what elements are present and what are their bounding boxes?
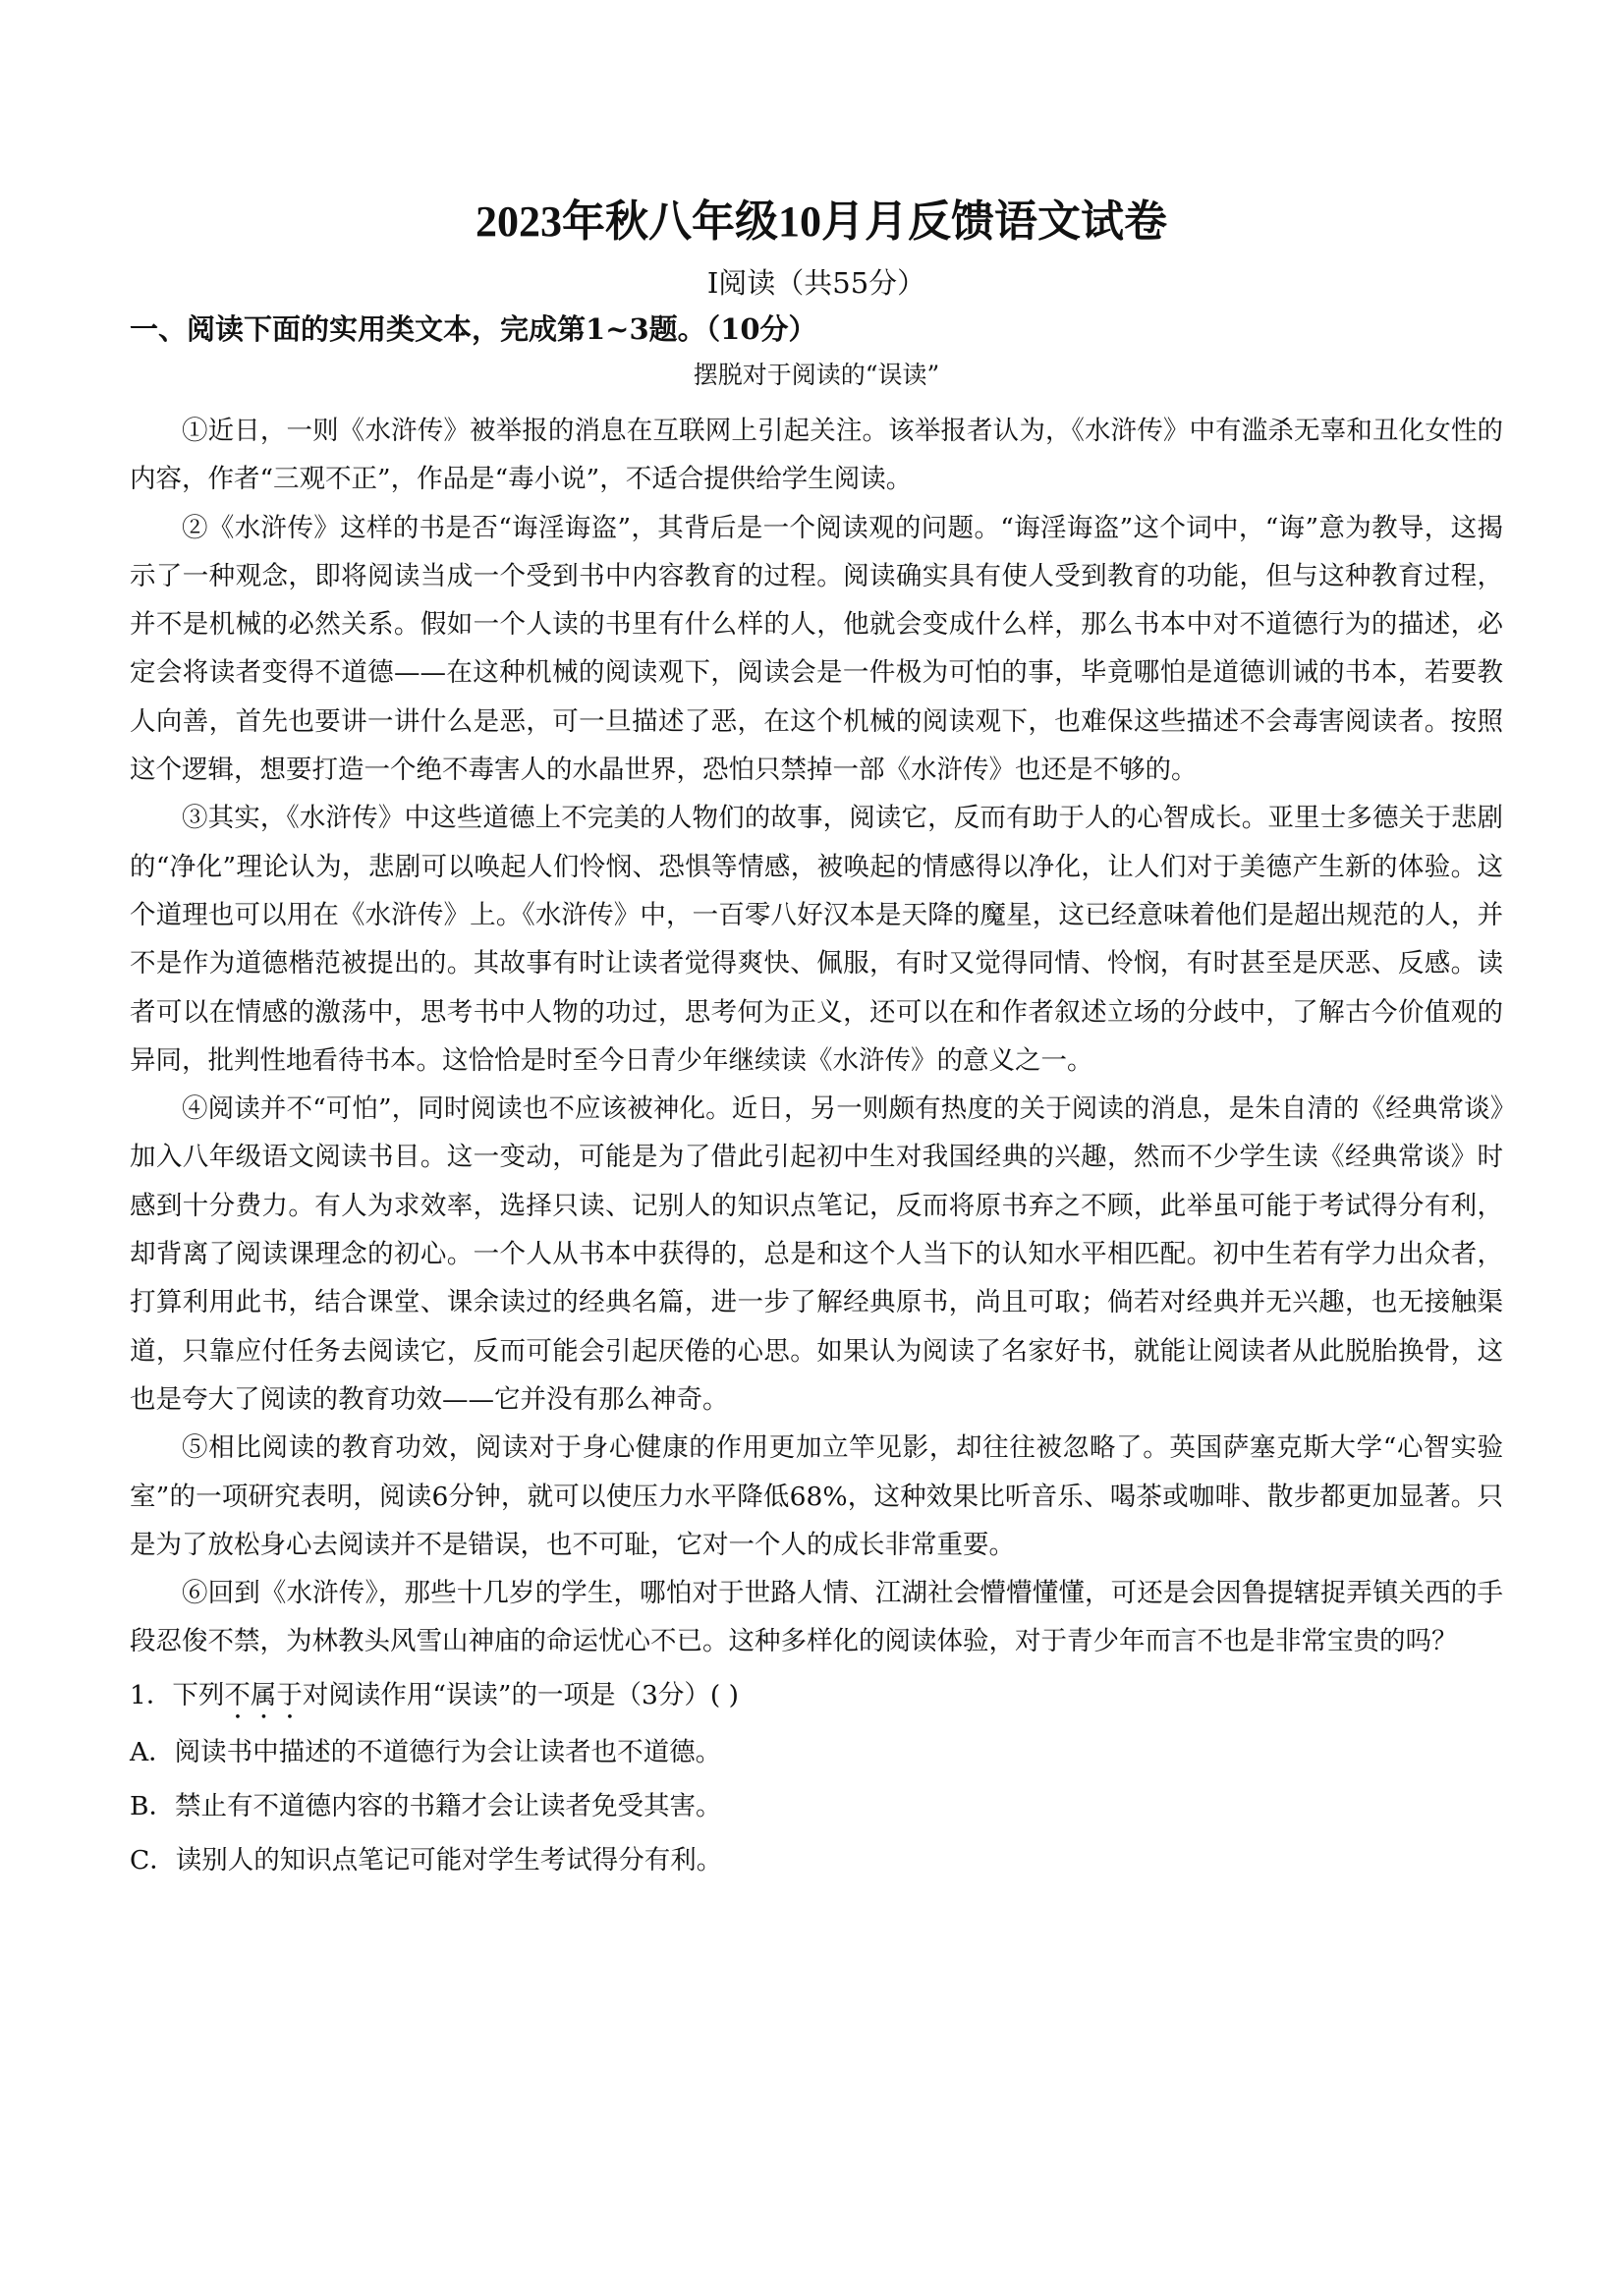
paragraph-1: ①近日，一则《水浒传》被举报的消息在互联网上引起关注。该举报者认为，《水浒传》中有滥杀无辜和丑化女性的内容，作者“三观不正”，作品是“毒小说”，不适合提供给学生阅读。: [130, 416, 1503, 495]
paragraph-5: ⑤相比阅读的教育功效，阅读对于身心健康的作用更加立竿见影，却往往被忽略了。英国萨塞克斯大学“心智实验室”的一项研究表明，阅读6分钟，就可以使压力水平降低68%，这种效果比听音乐、喝茶或咖啡、散步都更加显著。只是为了放松身心去阅读并不是错误，也不可耻，它对一个人的成长非常重要。: [130, 1432, 1503, 1560]
paragraph-4: ④阅读并不“可怕”，同时阅读也不应该被神化。近日，另一则颇有热度的关于阅读的消息，是朱自清的《经典常谈》加入八年级语文阅读书目。这一变动，可能是为了借此引起初中生对我国经典的兴趣，然而不少学生读《经典常谈》时感到十分费力。有人为求效率，选择只读、记别人的知识点笔记，反而将原书弃之不顾，此举虽可能于考试得分有利，却背离了阅读课理念的初心。一个人从书本中获得的，总是和这个人当下的认知水平相匹配。初中生若有学力出众者，打算利用此书，结合课堂、课余读过的经典名篇，进一步了解经典原书，尚且可取；倘若对经典并无兴趣，也无接触渠道，只靠应付任务去阅读它，反而可能会引起厌倦的心思。如果认为阅读了名家好书，就能让阅读者从此脱胎换骨，这也是夸大了阅读的教育功效——它并没有那么神奇。: [130, 1093, 1503, 1415]
paragraph-3: ③其实，《水浒传》中这些道德上不完美的人物们的故事，阅读它，反而有助于人的心智成长。亚里士多德关于悲剧的“净化”理论认为，悲剧可以唤起人们怜悯、恐惧等情感，被唤起的情感得以净化，让人们对于美德产生新的体验。这个道理也可以用在《水浒传》上。《水浒传》中，一百零八好汉本是天降的魔星，这已经意味着他们是超出规范的人，并不是作为道德楷范被提出的。其故事有时让读者觉得爽快、佩服，有时又觉得同情、怜悯，有时甚至是厌恶、反感。读者可以在情感的激荡中，思考书中人物的功过，思考何为正义，还可以在和作者叙述立场的分歧中，了解古今价值观的异同，批判性地看待书本。这恰恰是时至今日青少年继续读《水浒传》的意义之一。: [130, 803, 1503, 1076]
question-1-suffix: 对阅读作用“误读”的一项是（3分）( ): [302, 1679, 739, 1710]
paragraph-6: ⑥回到《水浒传》，那些十几岁的学生，哪怕对于世路人情、江湖社会懵懵懂懂，可还是会因鲁提辖捉弄镇关西的手段忍俊不禁，为林教头风雪山神庙的命运忧心不已。这种多样化的阅读体验，对于青少年而言不也是非常宝贵的吗？: [130, 1578, 1503, 1657]
exam-title: 2023年秋八年级10月月反馈语文试卷: [476, 197, 1167, 246]
question-1-emphasis: 不属于: [224, 1679, 303, 1710]
article-title: 摆脱对于阅读的“误读”: [693, 361, 940, 389]
option-c: C．读别人的知识点笔记可能对学生考试得分有利。: [130, 1844, 723, 1876]
paragraph-2: ②《水浒传》这样的书是否“诲淫诲盗”，其背后是一个阅读观的问题。“诲淫诲盗”这个词中，“诲”意为教导，这揭示了一种观念，即将阅读当成一个受到书中内容教育的过程。阅读确实具有使人受到教育的功能，但与这种教育过程，并不是机械的必然关系。假如一个人读的书里有什么样的人，他就会变成什么样，那么书本中对不道德行为的描述，必定会将读者变得不道德——在这种机械的阅读观下，阅读会是一件极为可怕的事，毕竟哪怕是道德训诫的书本，若要教人向善，首先也要讲一讲什么是恶，可一旦描述了恶，在这个机械的阅读观下，也难保这些描述不会毒害阅读者。按照这个逻辑，想要打造一个绝不毒害人的水晶世界，恐怕只禁掉一部《水浒传》也还是不够的。: [130, 512, 1503, 786]
question-1-prefix: 1．下列: [130, 1679, 225, 1710]
question-1-stem: [130, 1670, 1503, 1725]
option-a: A．阅读书中描述的不道德行为会让读者也不道德。: [130, 1736, 722, 1767]
section-heading: 一、阅读下面的实用类文本，完成第1~3题。（10分）: [130, 312, 817, 346]
option-b: B．禁止有不道德内容的书籍才会让读者免受其害。: [130, 1790, 722, 1821]
part-title: Ⅰ阅读（共55分）: [706, 266, 926, 300]
